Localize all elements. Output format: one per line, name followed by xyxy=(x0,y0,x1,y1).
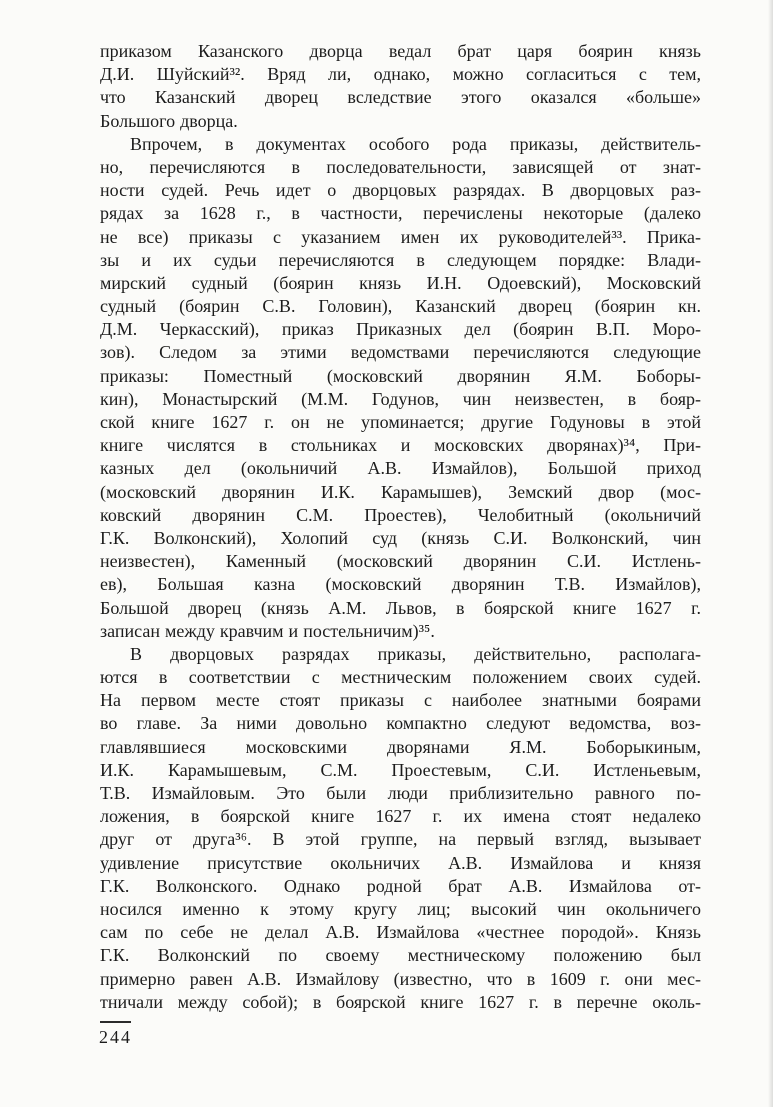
text-line: Д.И. Шуйский³². Вряд ли, однако, можно согласиться с тем, xyxy=(100,64,701,85)
text-line: ковский дворянин С.М. Проестев), Челобитный (окольничий xyxy=(100,504,701,525)
text-line: ев), Большая казна (московский дворянин Т.В. Измайлов), xyxy=(100,574,701,595)
text-line: зов). Следом за этими ведомствами перечисляются следующие xyxy=(100,342,701,363)
text-line: В дворцовых разрядах приказы, действительно, располага- xyxy=(130,643,701,664)
text-line: удивление присутствие окольничих А.В. Измайлова и князя xyxy=(100,852,701,873)
text-line: Большого дворца. xyxy=(100,110,238,131)
text-line: книге числятся в стольниках и московских дворянах)³⁴, При- xyxy=(100,435,701,456)
text-line: На первом месте стоят приказы с наиболее знатными боярами xyxy=(100,690,701,711)
text-line: Г.К. Волконского. Однако родной брат А.В. Измайлова от- xyxy=(100,875,701,896)
text-line: Большой дворец (князь А.М. Львов, в боярской книге 1627 г. xyxy=(100,597,701,618)
text-line: приказом Казанского дворца ведал брат царя боярин князь xyxy=(100,41,701,61)
text-line: зы и их судьи перечисляются в следующем порядке: Влади- xyxy=(100,249,701,270)
text-line: носился именно к этому кругу лиц; высокий чин окольничего xyxy=(100,898,701,919)
text-line: Д.М. Черкасский), приказ Приказных дел (боярин В.П. Моро- xyxy=(100,319,701,340)
text-line: Г.К. Волконский по своему местническому положению был xyxy=(100,945,701,966)
body-text-block xyxy=(100,40,701,1014)
text-line: неизвестен), Каменный (московский дворянин С.И. Истлень- xyxy=(100,551,701,572)
text-line: мирский судный (боярин князь И.Н. Одоевский), Московский xyxy=(100,272,701,293)
text-line: друг от друга³⁶. В этой группе, на первый взгляд, вызывает xyxy=(100,829,701,850)
text-line: но, перечисляются в последовательности, зависящей от знат- xyxy=(100,156,701,177)
text-line: главлявшиеся московскими дворянами Я.М. Боборыкиным, xyxy=(100,736,701,757)
text-line: тничали между собой); в боярской книге 1627 г. в перечне околь- xyxy=(100,991,701,1012)
text-line: Т.В. Измайловым. Это были люди приблизительно равного по- xyxy=(100,783,701,803)
text-line: (московский дворянин И.К. Карамышев), Земский двор (мос- xyxy=(100,481,701,502)
text-line: рядах за 1628 г., в частности, перечислены некоторые (далеко xyxy=(100,203,701,224)
text-line: записан между кравчим и постельничим)³⁵. xyxy=(100,620,435,641)
text-line: Г.К. Волконский), Холопий суд (князь С.И. Волконский, чин xyxy=(100,527,701,548)
text-line: ются в соответствии с местническим положением своих судей. xyxy=(100,667,701,688)
footer-rule xyxy=(100,1021,131,1023)
text-line: судный (боярин С.В. Головин), Казанский дворец (боярин кн. xyxy=(100,296,701,317)
text-line: И.К. Карамышевым, С.М. Проестевым, С.И. Истленьевым, xyxy=(100,759,701,780)
text-line: ности судей. Речь идет о дворцовых разрядах. В дворцовых раз- xyxy=(100,180,701,201)
text-line: приказы: Поместный (московский дворянин Я.М. Боборы- xyxy=(100,365,701,386)
text-line: Впрочем, в документах особого рода приказы, действитель- xyxy=(130,133,701,154)
text-line: сам по себе не делал А.В. Измайлова «честнее породой». Князь xyxy=(100,922,701,943)
text-line: примерно равен А.В. Измайлову (известно, что в 1609 г. они мес- xyxy=(100,968,701,989)
text-line: казных дел (окольничий А.В. Измайлов), Большой приход xyxy=(100,458,701,479)
text-line: не все) приказы с указанием имен их руководителей³³. Прика- xyxy=(100,226,701,247)
page-number: 244 xyxy=(99,1027,132,1047)
text-line: ской книге 1627 г. он не упоминается; другие Годуновы в этой xyxy=(100,412,701,432)
text-line: во главе. За ними довольно компактно следуют ведомства, воз- xyxy=(100,713,701,734)
text-line: ложения, в боярской книге 1627 г. их имена стоят недалеко xyxy=(100,806,701,827)
text-line: кин), Монастырский (М.М. Годунов, чин неизвестен, в бояр- xyxy=(100,388,701,409)
text-line: что Казанский дворец вследствие этого оказался «больше» xyxy=(100,87,701,108)
